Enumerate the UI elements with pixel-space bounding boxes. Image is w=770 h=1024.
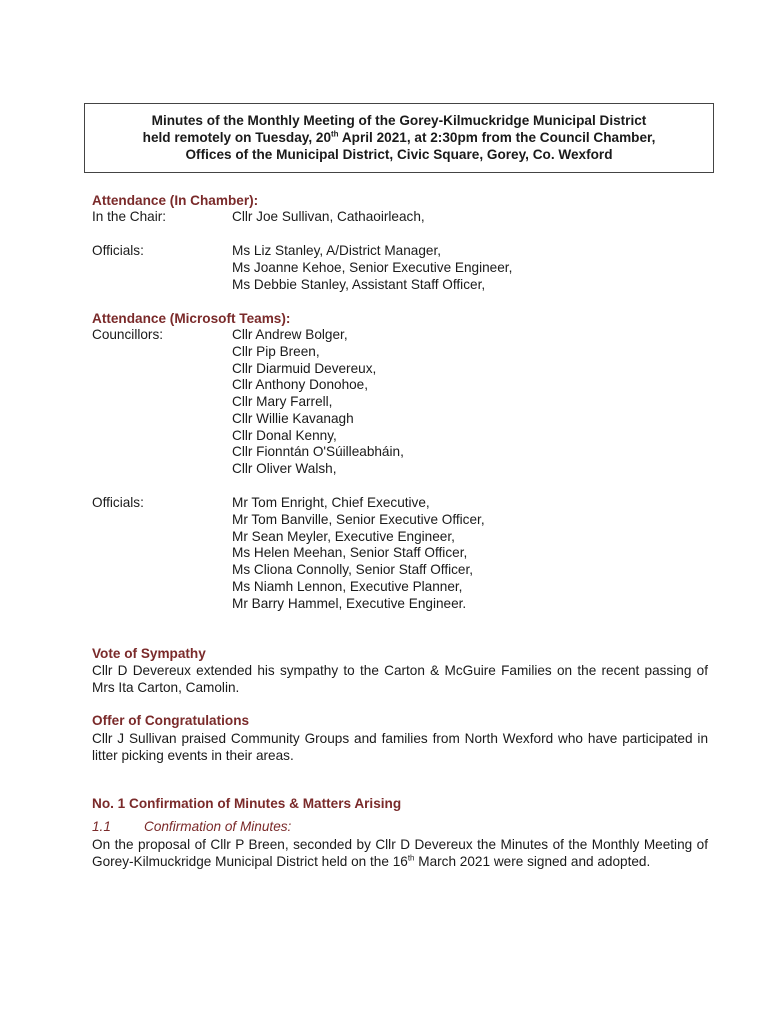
list-item: Cllr Donal Kenny, — [232, 427, 337, 443]
list-item: Cllr Mary Farrell, — [232, 394, 333, 409]
chair-value: Cllr Joe Sullivan, Cathaoirleach, — [232, 209, 425, 224]
list-item: Mr Tom Enright, Chief Executive, — [232, 495, 430, 510]
congratulations-heading: Offer of Congratulations — [92, 713, 250, 728]
item1-subheading: 1.1 Confirmation of Minutes: — [92, 819, 292, 834]
chair-label: In the Chair: — [92, 209, 167, 224]
teams-officials-list — [232, 495, 485, 612]
list-item: Mr Sean Meyler, Executive Engineer, — [232, 528, 455, 544]
sympathy-text: Cllr D Devereux extended his sympathy to the Carton & McGuire Families on the recent passing of Mrs Ita Carton, Camolin. — [92, 663, 708, 695]
list-item: Cllr Willie Kavanagh — [232, 410, 354, 426]
list-item: Cllr Diarmuid Devereux, — [232, 360, 377, 376]
item1-text: On the proposal of Cllr P Breen, seconded by Cllr D Devereux the Minutes of the Monthly Meeting of Gorey-Kilmuckridge Municipal District held on the 16th March 2021 were signed and adopted. — [92, 837, 708, 869]
councillors-label: Councillors: — [92, 327, 164, 342]
congratulations-text: Cllr J Sullivan praised Community Groups and families from North Wexford who have participated in litter picking events in their areas. — [92, 731, 708, 763]
chamber-officials-list — [232, 243, 512, 293]
attendance-teams-heading: Attendance (Microsoft Teams): — [92, 311, 291, 326]
list-item: Cllr Oliver Walsh, — [232, 461, 337, 476]
list-item: Ms Niamh Lennon, Executive Planner, — [232, 578, 463, 594]
title-line-2: held remotely on Tuesday, 20th April 2021, at 2:30pm from the Council Chamber, — [142, 129, 656, 145]
list-item: Cllr Anthony Donohoe, — [232, 377, 369, 393]
title-line-3: Offices of the Municipal District, Civic Square, Gorey, Co. Wexford — [185, 147, 613, 162]
list-item: Ms Liz Stanley, A/District Manager, — [232, 243, 442, 258]
list-item: Ms Cliona Connolly, Senior Staff Officer, — [232, 562, 474, 577]
list-item: Cllr Pip Breen, — [232, 343, 320, 359]
list-item: Cllr Andrew Bolger, — [232, 327, 348, 342]
title-line-1: Minutes of the Monthly Meeting of the Gorey-Kilmuckridge Municipal District — [151, 113, 647, 128]
list-item: Ms Helen Meehan, Senior Staff Officer, — [232, 545, 468, 561]
item1-heading: No. 1 Confirmation of Minutes & Matters Arising — [92, 796, 402, 811]
list-item: Ms Joanne Kehoe, Senior Executive Engineer, — [232, 259, 513, 275]
sympathy-heading: Vote of Sympathy — [92, 646, 206, 661]
list-item: Cllr Fionntán O'Súilleabháin, — [232, 444, 404, 460]
list-item: Mr Tom Banville, Senior Executive Officer, — [232, 511, 485, 527]
list-item: Mr Barry Hammel, Executive Engineer. — [232, 595, 467, 611]
attendance-chamber-heading: Attendance (In Chamber): — [92, 193, 259, 208]
teams-officials-label: Officials: — [92, 495, 144, 510]
councillors-list — [232, 327, 404, 478]
meeting-title-box — [84, 103, 714, 173]
list-item: Ms Debbie Stanley, Assistant Staff Officer, — [232, 276, 486, 292]
chamber-officials-label: Officials: — [92, 243, 144, 258]
